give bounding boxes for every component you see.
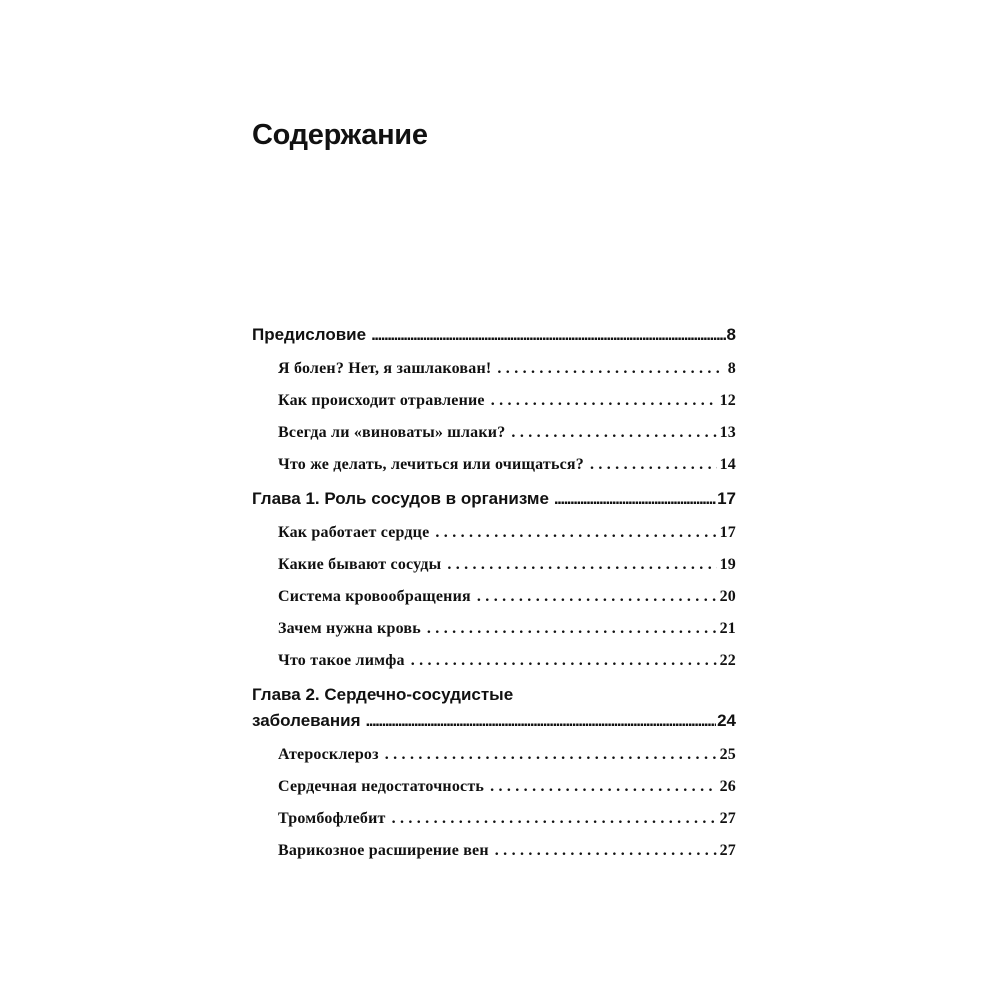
dot-leader <box>411 650 717 672</box>
dot-leader <box>491 390 717 412</box>
section-title: Система кровообращения <box>278 588 471 605</box>
section-page-number: 13 <box>719 424 736 441</box>
section-title: Сердечная недостаточность <box>278 778 485 795</box>
section-title: Я болен? Нет, я зашлакован! <box>278 360 492 377</box>
section-list <box>252 744 736 862</box>
toc-section-entry[interactable] <box>252 776 736 798</box>
dot-leader <box>495 840 717 862</box>
section-page-number: 19 <box>719 556 736 573</box>
toc-chapter-entry[interactable] <box>252 486 736 512</box>
toc-section-entry[interactable] <box>252 358 736 380</box>
dot-leader <box>385 744 717 766</box>
dot-leader <box>392 808 717 830</box>
chapter-block-1 <box>252 486 736 672</box>
dot-leader <box>427 618 717 640</box>
section-title: Какие бывают сосуды <box>278 556 442 573</box>
section-title: Что же делать, лечиться или очищаться? <box>278 456 584 473</box>
chapter-title-line-1[interactable]: Глава 2. Сердечно-сосудистые <box>252 685 514 704</box>
dot-leader <box>447 554 716 576</box>
section-list <box>252 522 736 672</box>
section-page-number: 25 <box>719 746 736 763</box>
table-of-contents <box>252 322 736 872</box>
section-title: Варикозное расширение вен <box>278 842 489 859</box>
section-title: Атеросклероз <box>278 746 379 763</box>
section-page-number: 22 <box>719 652 736 669</box>
toc-chapter-entry[interactable] <box>252 322 736 348</box>
section-page-number: 8 <box>727 360 736 377</box>
toc-section-entry[interactable] <box>252 840 736 862</box>
dot-leader <box>497 358 724 380</box>
chapter-page-number: 8 <box>726 325 736 344</box>
chapter-page-number: 17 <box>717 489 736 508</box>
dot-leader <box>371 322 725 348</box>
section-page-number: 12 <box>719 392 736 409</box>
section-title: Что такое лимфа <box>278 652 405 669</box>
page-title: Содержание <box>252 119 428 151</box>
section-list <box>252 358 736 476</box>
chapter-block-preface <box>252 322 736 476</box>
dot-leader <box>435 522 716 544</box>
toc-section-entry[interactable] <box>252 390 736 412</box>
section-page-number: 20 <box>719 588 736 605</box>
section-page-number: 21 <box>719 620 736 637</box>
toc-section-entry[interactable] <box>252 554 736 576</box>
toc-section-entry[interactable] <box>252 650 736 672</box>
section-page-number: 17 <box>719 524 736 541</box>
section-title: Тромбофлебит <box>278 810 386 827</box>
toc-section-entry[interactable] <box>252 808 736 830</box>
dot-leader <box>554 486 716 512</box>
chapter-title: Глава 1. Роль сосудов в организме <box>252 489 549 508</box>
dot-leader <box>590 454 717 476</box>
dot-leader <box>490 776 717 798</box>
toc-section-entry[interactable] <box>252 422 736 444</box>
section-page-number: 14 <box>719 456 736 473</box>
dot-leader <box>477 586 717 608</box>
toc-chapter-entry[interactable] <box>252 708 736 734</box>
section-title: Всегда ли «виноваты» шлаки? <box>278 424 506 441</box>
section-title: Зачем нужна кровь <box>278 620 421 637</box>
toc-section-entry[interactable] <box>252 522 736 544</box>
chapter-page-number: 24 <box>717 711 736 730</box>
section-title: Как работает сердце <box>278 524 430 541</box>
toc-section-entry[interactable] <box>252 586 736 608</box>
toc-section-entry[interactable] <box>252 454 736 476</box>
section-title: Как происходит отравление <box>278 392 485 409</box>
chapter-title: Предисловие <box>252 325 367 344</box>
section-page-number: 27 <box>719 842 736 859</box>
toc-section-entry[interactable] <box>252 618 736 640</box>
section-page-number: 26 <box>719 778 736 795</box>
chapter-title-line-2: заболевания <box>252 711 361 730</box>
dot-leader <box>366 708 717 734</box>
section-page-number: 27 <box>719 810 736 827</box>
toc-section-entry[interactable] <box>252 744 736 766</box>
chapter-block-2 <box>252 682 736 862</box>
dot-leader <box>511 422 716 444</box>
